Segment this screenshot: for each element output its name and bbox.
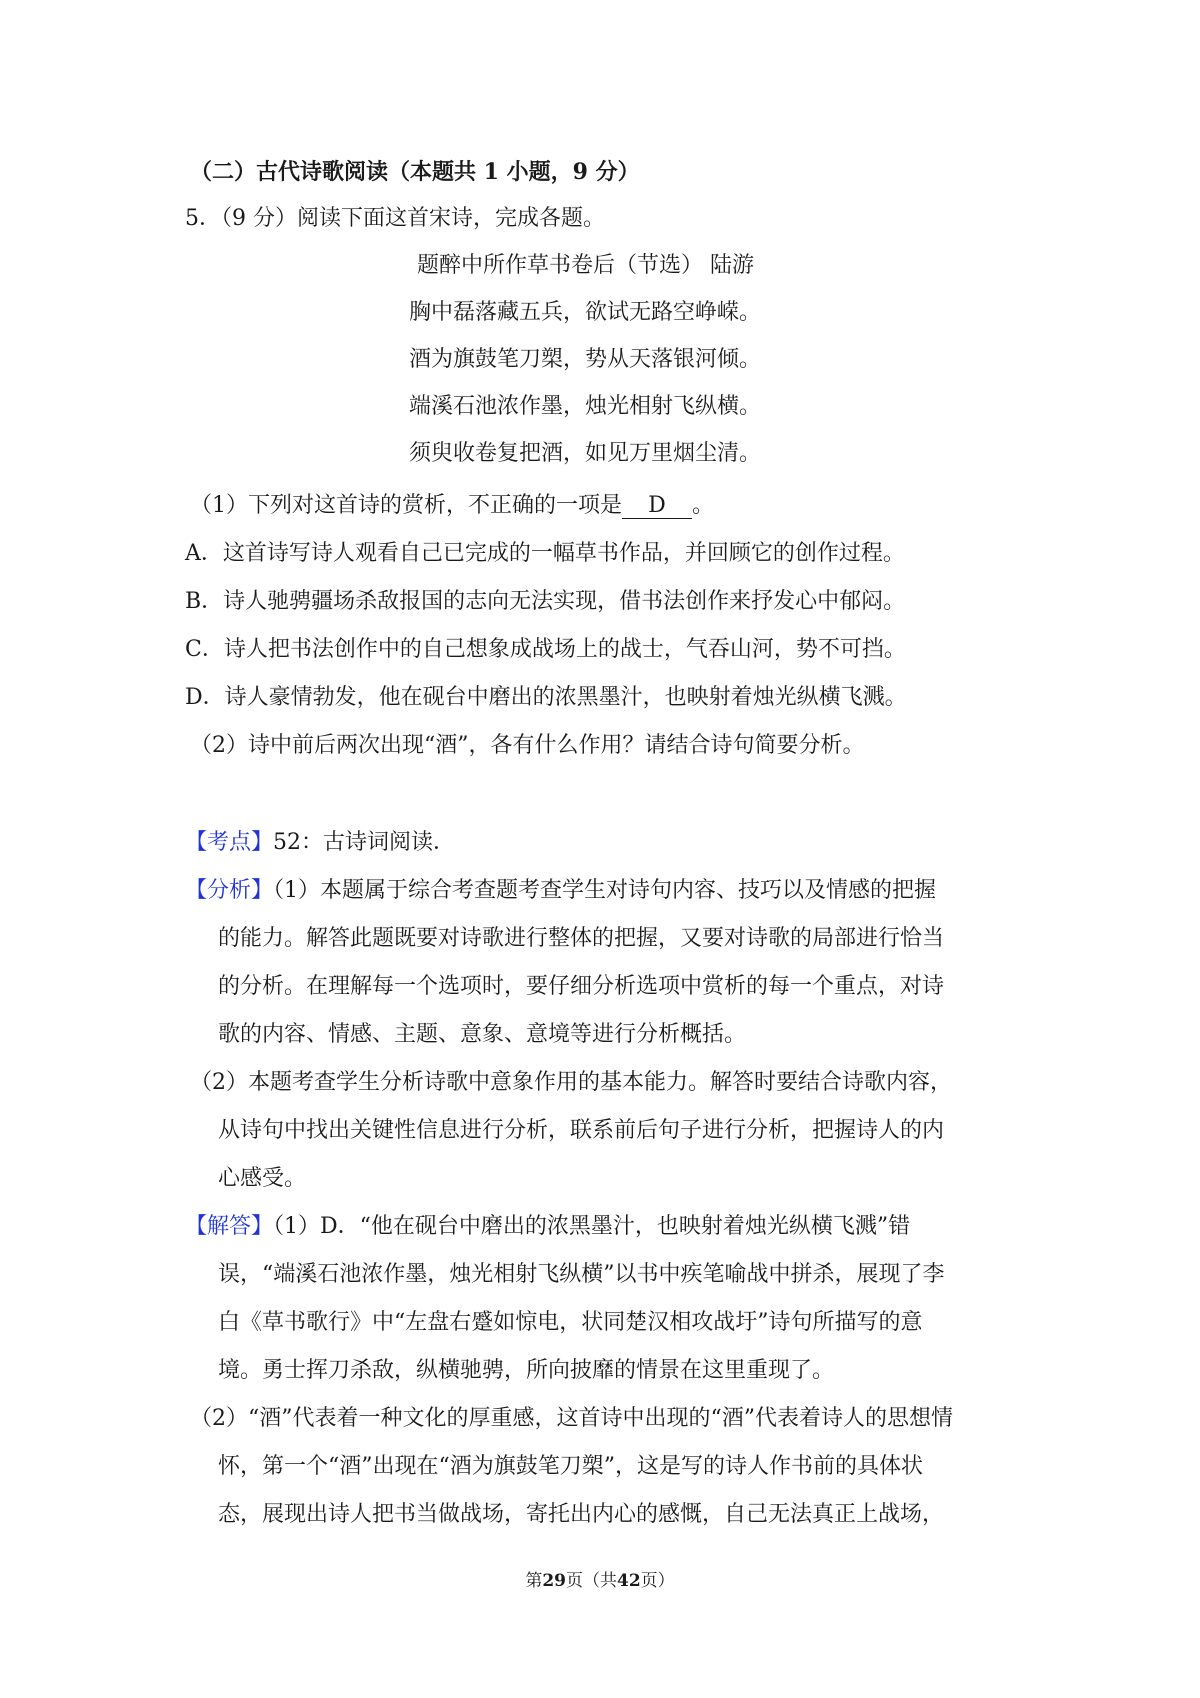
page-footer — [0, 1566, 1200, 1591]
fenxi2-line-1: （2）本题考查学生分析诗歌中意象作用的基本能力。解答时要结合诗歌内容， — [190, 1070, 952, 1095]
section-title: （二）古代诗歌阅读（本题共 1 小题，9 分） — [190, 159, 640, 185]
kaodian-text: 52：古诗词阅读． — [273, 830, 456, 855]
sub-question-2: （2）诗中前后两次出现“酒”，各有什么作用？请结合诗句简要分析。 — [190, 733, 865, 758]
fenxi2-line-2: 从诗句中找出关键性信息进行分析，联系前后句子进行分析，把握诗人的内 — [218, 1118, 945, 1143]
poem-line-2: 酒为旗鼓笔刀槊，势从天落银河倾。 — [409, 347, 762, 372]
sub-question-1 — [190, 491, 714, 521]
footer-page-number: 29 — [542, 1571, 566, 1591]
jieda2-line-1: （2）“酒”代表着一种文化的厚重感，这首诗中出现的“酒”代表着诗人的思想情 — [190, 1406, 953, 1431]
jieda-row — [185, 1212, 910, 1242]
poem-title: 题醉中所作草书卷后（节选） 陆游 — [417, 253, 754, 278]
choice-b: B．诗人驰骋疆场杀敌报国的志向无法实现，借书法创作来抒发心中郁闷。 — [185, 589, 906, 614]
poem-line-1: 胸中磊落藏五兵，欲试无路空峥嵘。 — [409, 300, 762, 325]
fenxi-line-2: 的能力。解答此题既要对诗歌进行整体的把握，又要对诗歌的局部进行恰当 — [218, 926, 945, 951]
fenxi-line-3: 的分析。在理解每一个选项时，要仔细分析选项中赏析的每一个重点，对诗 — [218, 974, 945, 999]
kaodian-tag: 【考点】 — [185, 830, 274, 855]
footer-total-pages: 42 — [617, 1571, 641, 1591]
jieda-line-4: 境。勇士挥刀杀敌，纵横驰骋，所向披靡的情景在这里重现了。 — [218, 1358, 835, 1383]
fenxi-row — [185, 876, 936, 906]
choice-a: A．这首诗写诗人观看自己已完成的一幅草书作品，并回顾它的创作过程。 — [185, 541, 905, 566]
sub-question-1-prefix: （1）下列对这首诗的赏析，不正确的一项是 — [190, 493, 622, 518]
jieda-tag: 【解答】 — [185, 1214, 274, 1239]
answer-blank: D — [622, 494, 692, 519]
jieda2-line-2: 怀，第一个“酒”出现在“酒为旗鼓笔刀槊”，这是写的诗人作书前的具体状 — [218, 1454, 923, 1479]
jieda-line-2: 误，“端溪石池浓作墨，烛光相射飞纵横”以书中疾笔喻战中拼杀，展现了李 — [218, 1262, 945, 1287]
fenxi-line-4: 歌的内容、情感、主题、意象、意境等进行分析概括。 — [218, 1022, 747, 1047]
footer-prefix: 第 — [525, 1571, 543, 1591]
footer-suffix: 页） — [640, 1571, 675, 1591]
jieda-line-1: （1）D．“他在砚台中磨出的浓黑墨汁，也映射着烛光纵横飞溅”错 — [273, 1214, 911, 1239]
jieda2-line-3: 态，展现出诗人把书当做战场，寄托出内心的感慨，自己无法真正上战场， — [218, 1502, 945, 1527]
question-stem: 5．（9 分）阅读下面这首宋诗，完成各题。 — [185, 206, 605, 231]
footer-middle: 页（共 — [566, 1571, 617, 1591]
fenxi-line-1: （1）本题属于综合考查题考查学生对诗句内容、技巧以及情感的把握 — [273, 878, 937, 903]
fenxi-tag: 【分析】 — [185, 878, 274, 903]
choice-d: D．诗人豪情勃发，他在砚台中磨出的浓黑墨汁，也映射着烛光纵横飞溅。 — [185, 685, 907, 710]
kaodian-row — [185, 828, 455, 858]
poem-line-3: 端溪石池浓作墨，烛光相射飞纵横。 — [409, 394, 762, 419]
fenxi2-line-3: 心感受。 — [218, 1166, 307, 1191]
jieda-line-3: 白《草书歌行》中“左盘右蹙如惊电，状同楚汉相攻战圩”诗句所描写的意 — [218, 1310, 923, 1335]
sub-question-1-suffix: 。 — [692, 493, 715, 518]
choice-c: C．诗人把书法创作中的自己想象成战场上的战士，气吞山河，势不可挡。 — [185, 637, 906, 662]
poem-line-4: 须臾收卷复把酒，如见万里烟尘清。 — [409, 441, 762, 466]
